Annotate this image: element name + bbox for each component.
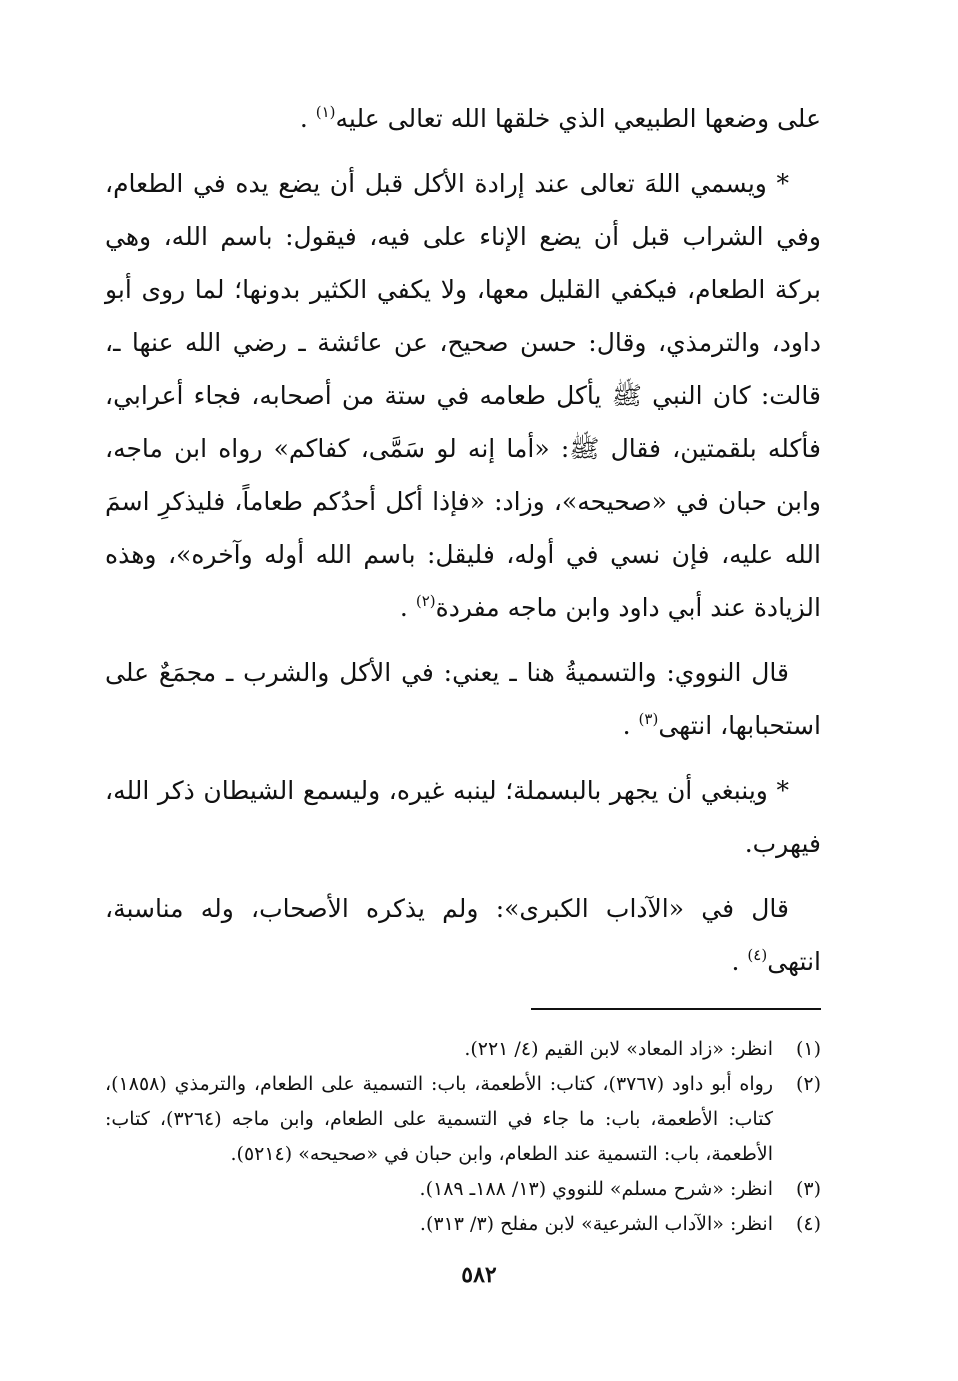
paragraph-3-text: قال النووي: والتسميةُ هنا ـ يعني: في الأكل والشرب ـ مجمَعٌ على استحبابها، انتهى (105, 658, 821, 740)
footnote-ref-1: (١) (315, 103, 336, 121)
paragraph-1-text: على وضعها الطبيعي الذي خلقها الله تعالى عليه (335, 104, 821, 133)
footnote-item (105, 1067, 821, 1172)
paragraph-1-end: . (299, 104, 316, 133)
footnote-text: انظر: «شرح مسلم» للنووي (١٣/ ١٨٨ـ ١٨٩). (419, 1178, 773, 1200)
footnote-item (105, 1207, 821, 1242)
page-content (105, 92, 821, 1242)
main-text (105, 92, 821, 988)
footnote-number: (٤) (795, 1213, 821, 1235)
paragraph-5-end: . (731, 947, 748, 976)
footnote-item (105, 1032, 821, 1067)
footnote-number: (٢) (795, 1073, 821, 1095)
footnote-number: (١) (795, 1038, 821, 1060)
footnotes-section (105, 1032, 821, 1242)
footnote-ref-2: (٢) (415, 592, 436, 610)
paragraph-5 (105, 882, 821, 988)
footnote-text: انظر: «زاد المعاد» لابن القيم (٤/ ٢٢١). (464, 1038, 773, 1060)
footnote-text: انظر: «الآداب الشرعية» لابن مفلح (٣/ ٣١٣). (419, 1213, 773, 1235)
footnote-number: (٣) (795, 1178, 821, 1200)
paragraph-3 (105, 646, 821, 752)
paragraph-5-text: قال في «الآداب الكبرى»: ولم يذكره الأصحاب، وله مناسبة، انتهى (105, 894, 821, 976)
page-number: ٥٨٢ (461, 1262, 497, 1288)
footnote-item (105, 1172, 821, 1207)
footnote-ref-3: (٣) (638, 710, 659, 728)
paragraph-2-end: . (399, 593, 416, 622)
paragraph-3-end: . (622, 711, 639, 740)
paragraph-4: * وينبغي أن يجهر بالبسملة؛ لينبه غيره، وليسمع الشيطان ذكر الله، فيهرب. (105, 776, 821, 858)
paragraph-2-text: * ويسمي اللهَ تعالى عند إرادة الأكل قبل أن يضع يده في الطعام، وفي الشراب قبل أن يضع الإناء على فيه، فيقول: باسم الله، وهي بركة الطعام، فيكفي القليل معها، ولا يكفي الكثير بدونها؛ لما روى أبو داود، والترمذي، وقال: حسن صحيح، عن عائشة ـ رضي الله عنها ـ، قالت: كان النبي ﷺ يأكل طعامه في ستة من أصحابه، فجاء أعرابي، فأكله بلقمتين، فقال ﷺ: «أما إنه لو سَمَّى، كفاكم» رواه ابن ماجه، وابن حبان في «صحيحه»، وزاد: «فإذا أكل أحدُكم طعاماً، فليذكرِ اسمَ الله عليه، فإن نسي في أوله، فليقل: باسم الله أوله وآخره»، وهذه الزيادة عند أبي داود وابن ماجه مفردة (105, 169, 821, 622)
paragraph-2 (105, 157, 821, 634)
footnote-separator (531, 1008, 821, 1010)
footnote-text: رواه أبو داود (٣٧٦٧)، كتاب: الأطعمة، باب: التسمية على الطعام، والترمذي (١٨٥٨)، كتاب: الأطعمة، باب: ما جاء في التسمية على الطعام، وابن ماجه (٣٢٦٤)، كتاب: الأطعمة، باب: التسمية عند الطعام، وابن حبان في «صحيحه» (٥٢١٤). (105, 1073, 774, 1165)
paragraph-1 (105, 92, 821, 145)
footnote-ref-4: (٤) (747, 946, 768, 964)
